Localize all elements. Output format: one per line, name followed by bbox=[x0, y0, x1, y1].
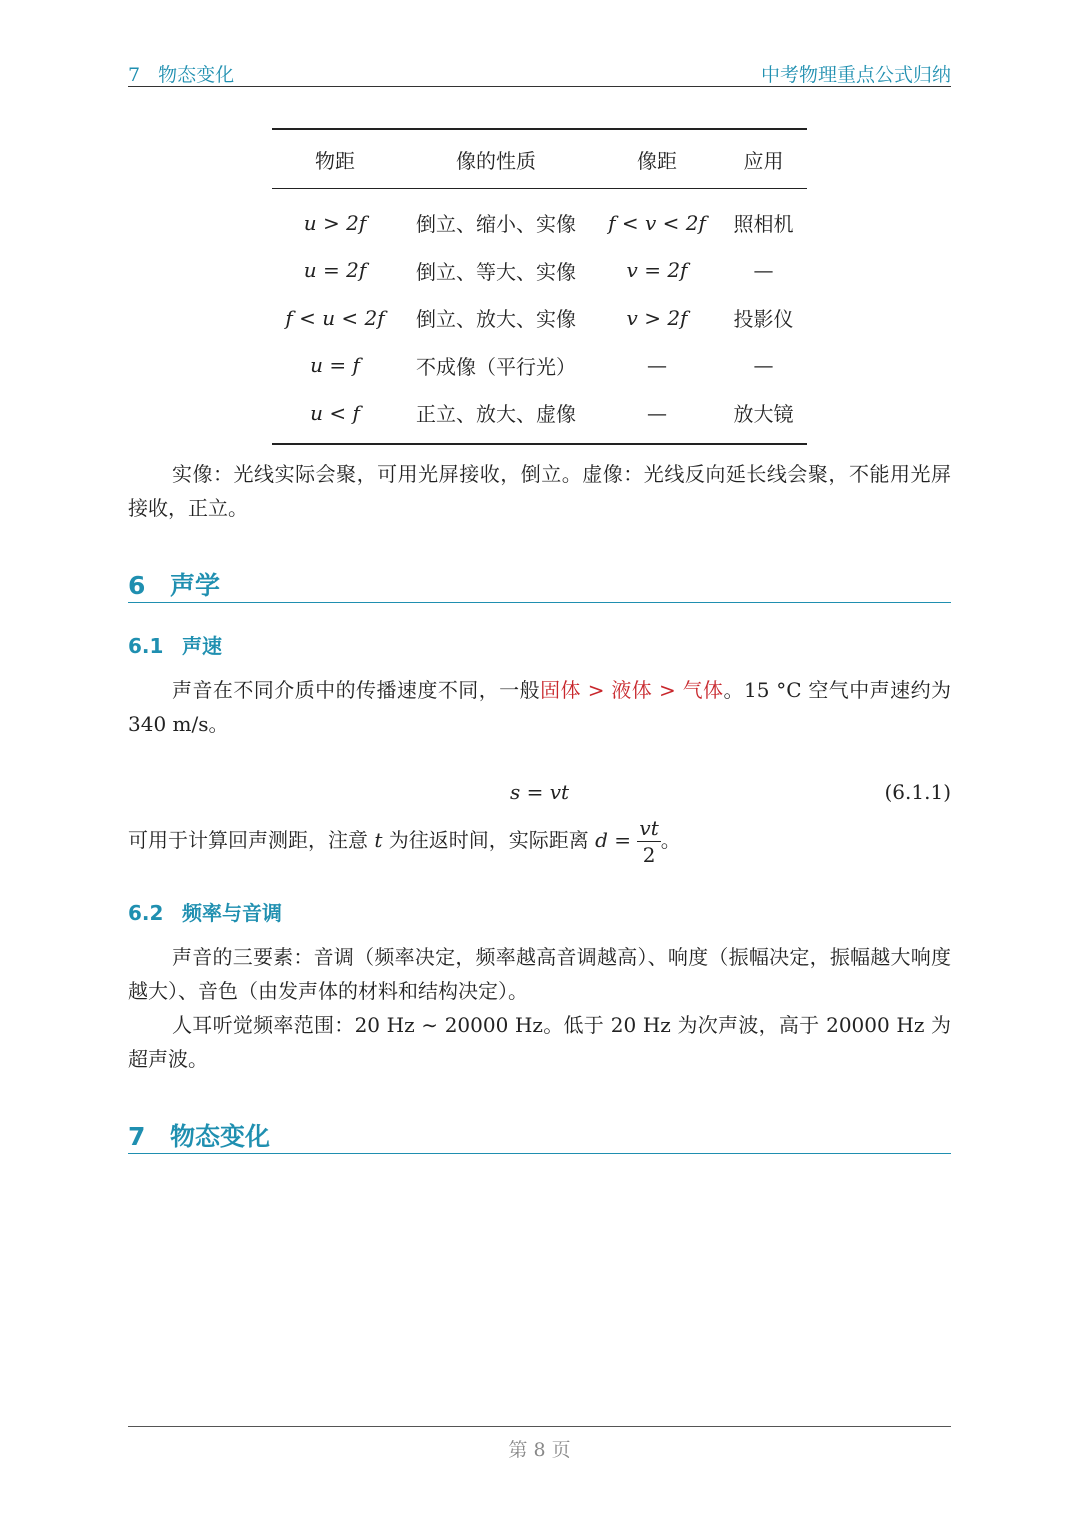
cell-application: 照相机 bbox=[733, 212, 794, 237]
section-7-title: 物态变化 bbox=[170, 1122, 271, 1151]
cell-object-distance: f < u < 2f bbox=[285, 305, 385, 330]
cell-image-nature: 倒立、放大、实像 bbox=[416, 307, 576, 332]
equation-body: s = vt bbox=[509, 780, 570, 804]
subsection-6-1-title: 声速 bbox=[182, 634, 222, 658]
echo-note-text-b: 为往返时间，实际距离 bbox=[382, 828, 596, 852]
sound-speed-paragraph bbox=[128, 673, 951, 741]
section-6-heading bbox=[128, 566, 951, 603]
table-header-row bbox=[272, 129, 807, 189]
table-row bbox=[272, 389, 807, 444]
sound-elements-paragraph: 声音的三要素：音调（频率决定，频率越高音调越高）、响度（振幅决定，振幅越大响度越大）、音色（由发声体的材料和结构决定）。 bbox=[128, 945, 951, 1003]
header-chapter bbox=[128, 60, 234, 87]
fraction-vt-over-2 bbox=[637, 815, 660, 868]
table-row bbox=[272, 342, 807, 390]
cell-application: — bbox=[753, 258, 774, 283]
echo-note-text-a: 可用于计算回声测距，注意 bbox=[128, 828, 375, 852]
col-header-application: 应用 bbox=[743, 148, 784, 173]
cell-image-nature: 正立、放大、虚像 bbox=[416, 402, 576, 427]
fraction-numerator: vt bbox=[639, 816, 659, 840]
header-chapter-num: 7 bbox=[128, 64, 141, 86]
subsection-6-2-title: 频率与音调 bbox=[182, 901, 282, 925]
equation-6-1-1 bbox=[128, 780, 951, 810]
cell-image-distance: v > 2f bbox=[626, 305, 688, 330]
cell-image-distance: — bbox=[647, 400, 667, 425]
echo-note-var-t: t bbox=[374, 828, 383, 852]
sound-speed-highlight: 固体 > 液体 > 气体 bbox=[540, 678, 724, 702]
cell-object-distance: u > 2f bbox=[303, 210, 367, 235]
cell-image-distance: — bbox=[647, 353, 667, 378]
subsection-6-2-number: 6.2 bbox=[128, 901, 164, 925]
subsection-6-2-heading bbox=[128, 897, 282, 926]
cell-image-distance: f < v < 2f bbox=[608, 210, 706, 235]
col-header-object-distance: 物距 bbox=[315, 148, 355, 173]
section-6-number: 6 bbox=[128, 571, 146, 600]
fraction-denominator: 2 bbox=[642, 843, 656, 867]
section-7-number: 7 bbox=[128, 1122, 146, 1151]
image-note-paragraph: 实像：光线实际会聚，可用光屏接收，倒立。虚像：光线反向延长线会聚，不能用光屏接收，正立。 bbox=[128, 462, 951, 520]
echo-note-end: 。 bbox=[660, 828, 681, 852]
cell-image-nature: 倒立、缩小、实像 bbox=[416, 212, 576, 237]
table-row bbox=[272, 189, 807, 247]
equation-tag: (6.1.1) bbox=[884, 780, 951, 804]
cell-application: — bbox=[753, 353, 774, 378]
echo-note-var-d: d = bbox=[595, 828, 632, 852]
running-header bbox=[128, 58, 951, 87]
cell-object-distance: u = 2f bbox=[303, 258, 367, 283]
section-7-heading bbox=[128, 1117, 951, 1154]
page-number: 第 8 页 bbox=[508, 1439, 571, 1461]
sound-speed-text-a: 声音在不同介质中的传播速度不同，一般 bbox=[172, 678, 541, 702]
cell-application: 放大镜 bbox=[733, 402, 794, 427]
echo-note-paragraph bbox=[128, 815, 951, 868]
col-header-image-nature: 像的性质 bbox=[456, 148, 536, 173]
hearing-range-paragraph: 人耳听觉频率范围：20 Hz ∼ 20000 Hz。低于 20 Hz 为次声波，高于 20000 Hz 为超声波。 bbox=[128, 1013, 951, 1071]
table-row bbox=[272, 247, 807, 295]
col-header-image-distance: 像距 bbox=[637, 148, 677, 173]
subsection-6-1-number: 6.1 bbox=[128, 634, 164, 658]
subsection-6-1-heading bbox=[128, 630, 222, 659]
cell-application: 投影仪 bbox=[733, 307, 794, 332]
cell-object-distance: u = f bbox=[310, 353, 360, 378]
sound-speed-text-b: 。15 °C 空气中声速约为 340 m/s。 bbox=[128, 678, 952, 736]
cell-object-distance: u < f bbox=[310, 400, 360, 425]
cell-image-nature: 倒立、等大、实像 bbox=[416, 259, 576, 284]
table-row bbox=[272, 294, 807, 342]
cell-image-nature: 不成像（平行光） bbox=[416, 354, 576, 379]
header-doc-title: 中考物理重点公式归纳 bbox=[760, 64, 951, 86]
section-6-title: 声学 bbox=[170, 571, 221, 600]
page-footer bbox=[128, 1426, 951, 1462]
header-chapter-title: 物态变化 bbox=[158, 64, 235, 86]
cell-image-distance: v = 2f bbox=[626, 258, 688, 283]
lens-imaging-table bbox=[272, 128, 807, 445]
